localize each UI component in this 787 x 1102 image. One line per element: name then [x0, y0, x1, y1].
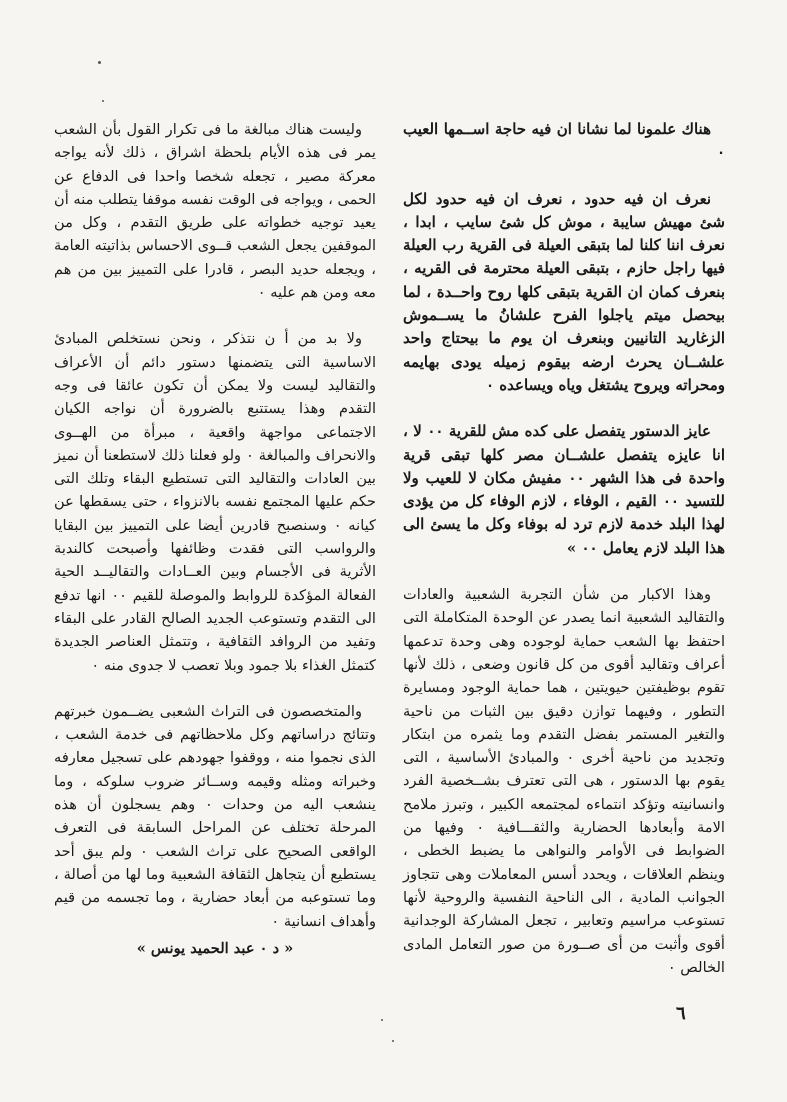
author-signature: « د ٠ عبد الحميد يونس »: [136, 939, 294, 957]
scan-speck-3: [381, 1019, 383, 1021]
quote-paragraph-3: عايز الدستور يتفصل على كده مش للقرية ٠٠ لا ، انا عايزه يتفصل علشــان مصر كلها تبقى قرية واحدة فى هذا الشهر ٠٠ مفيش مكان لا للعيب ولا للتسيد ٠٠ القيم ، الوفاء ، لازم الوفاء كل من يؤدى لهذا البلد خدمة لازم ترد له بوفاء وكل ما يسئ الى هذا البلد لازم يعامل ٠٠ »: [403, 422, 725, 557]
body-paragraph-4: والمتخصصون فى التراث الشعبى يضــمون خبرتهم وتتائج دراساتهم وكل ملاحظاتهم فى خدمة الشعب ، الذى نجموا منه ، ووقفوا جهودهم على تسجيل معارفه وخبراته ومثله وقيمه وســائر ضروب سلوكه ، وما ينشعب اليه من وحدات ٠ وهم يسجلون أن هذه المرحلة تختلف عن المراحل السابقة فى التعرف الواقعى الصحيح على تراث الشعب ٠ ولم يبق أحد يستطيع أن يتجاهل الثقافة الشعبية وما لها من أصالة ، وما تستوعبه من أبعاد حضارية ، وما تجسمه من قيم وأهداف انسانية ٠: [54, 702, 377, 930]
quote-paragraph-2: نعرف ان فيه حدود ، نعرف ان فيه حدود لكل شئ مهيش سايبة ، موش كل شئ سايب ، ابدا ، نعرف اننا كلنا لما بتبقى العيلة فى القرية رب العيلة فيها راجل حازم ، بتبقى العيلة محترمة فى القريه ، بنعرف كمان ان القرية بتبقى كلها روح واحــدة ، لما بيحصل ميتم ياجلوا الفرح علشانُ ما يســموش الزغاريد التانيين وبنعرف ان يوم ما بيحتاج واحد علشــان يحرث ارضه بيقوم زميله يودى بهايمه ومحراته ويروح يشتغل وياه ويساعده ٠: [403, 189, 725, 394]
left-column: [54, 118, 376, 960]
right-column: [403, 118, 725, 1002]
scan-speck-1: [98, 61, 101, 64]
quote-paragraph-1: هناك علمونا لما نشانا ان فيه حاجة اســمها العيب ٠: [403, 120, 725, 162]
body-paragraph-3: ولا بد من أ ن نتذكر ، ونحن نستخلص المبادئ الاساسية التى يتضمنها دستور دائم أن الأعراف والتقاليد ليست ولا يمكن أن تكون عائقا فى وجه التقدم وهذا يستتبع بالضرورة أن نواجه الكيان الاجتماعى مواجهة واقعية ، مبرأة من الهــوى والانحراف والمبالغة ٠ ولو فعلنا ذلك لاستطعنا أن نميز بين العادات والتقاليد التى تستطيع البقاء وتلك التى حكم عليها المجتمع نفسه بالانزواء ، حتى يسقطها عن كيانه ٠ وسنصبح قادرين أيضا على التمييز بين البقايا والرواسب التى فقدت وظائفها وأصبحت كالندبة الأثرية فى الأجسام وبين العــادات والتقاليــد الحية الفعالة المؤكدة للروابط والموصلة للقيم ٠٠ انها تدفع الى التقدم وتستوعب الجديد الصالح القادر على البقاء وتفيد من الروافد الثقافية ، وتتمثل العناصر الجديدة كتمثل الغذاء بلا جمود وبلا تعصب لا جدوى منه ٠: [54, 330, 376, 674]
body-paragraph-1: وهذا الاكبار من شأن التجربة الشعبية والعادات والتقاليد الشعبية انما يصدر عن الوحدة المتكاملة التى احتفظ بها الشعب حماية لوجوده وهى وحدة تدعمها أعراف وتقاليد أقوى من كل قانون وضعى ، ذلك لأنها تقوم بوظيفتين حيويتين ، هما حماية الوجود ومسايرة التطور ، وفيهما توازن دقيق بين الثبات من ناحية والتغير المستمر بفضل التقدم وما يثمره من ابتكار وتجديد من ناحية أخرى ٠ والمبادئ الأساسية ، التى يقوم بها الدستور ، هى التى تعترف بشــخصية الفرد وانسانيته وتؤكد انتماءه لمجتمعه الكبير ، وتبرز ملامح الامة وأبعادها الحضارية والثقـــافية ٠ وفيها من الضوابط فى الأوامر والنواهى ما يضبط الخطى ، وينظم العلاقات ، ويحدد أسس المعاملات وهى تتجاوز الجوانب المادية ، الى الناحية النفسية والروحية لأنها تستوعب مراسيم وتعابير ، تجعل المشاركة الوجدانية أقوى وأثبت من أى صــورة من صور التعامل المادى الخالص ٠: [403, 586, 725, 976]
body-paragraph-2: وليست هناك مبالغة ما فى تكرار القول بأن الشعب يمر فى هذه الأيام بلحظة اشراق ، ذلك لأنه يواجه معركة مصير ، تجعله شخصا واحدا فى الدفاع عن الحمى ، ويواجه فى الوقت نفسه موقفا يتطلب منه أن يعيد توجيه خطواته على طريق التقدم ، وكل من الموقفين يجعل الشعب قــوى الاحساس بذاتيته العامة ، ويجعله حديد البصر ، قادرا على التمييز بين من هم معه ومن هم عليه ٠: [54, 121, 376, 302]
page-number: ٦: [676, 1003, 686, 1024]
scan-speck-2: [102, 100, 104, 102]
scan-speck-4: [392, 1040, 394, 1042]
